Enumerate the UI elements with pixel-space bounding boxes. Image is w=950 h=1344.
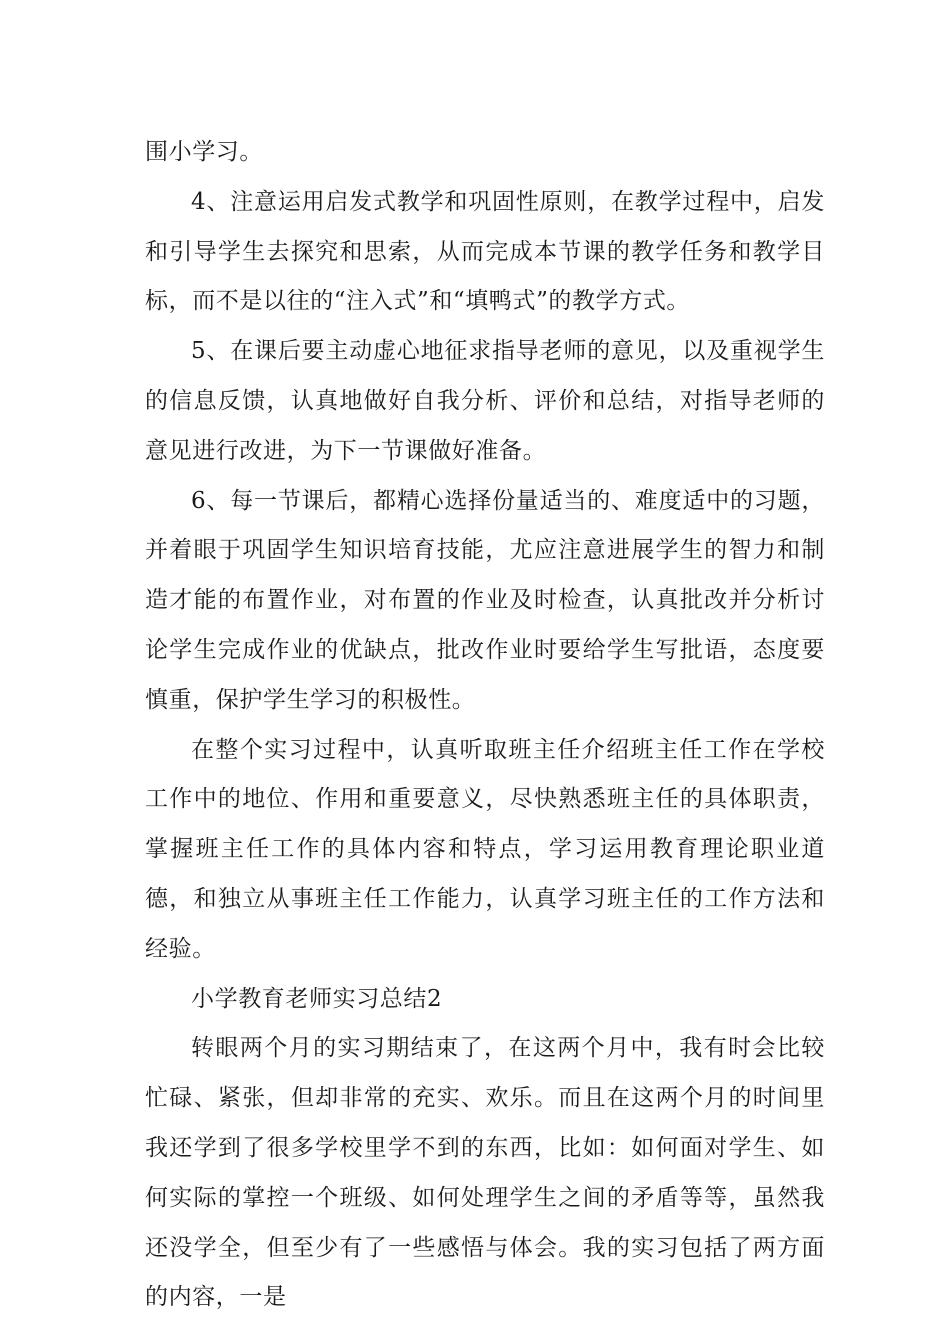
paragraph-item-4: 4、注意运用启发式教学和巩固性原则，在教学过程中，启发和引导学生去探究和思索，从而完成本节课的教学任务和教学目标，而不是以往的“注入式”和“填鸭式”的教学方式。 bbox=[145, 188, 825, 315]
paragraph-summary-intro: 转眼两个月的实习期结束了，在这两个月中，我有时会比较忙碌、紧张，但却非常的充实、欢乐。而且在这两个月的时间里我还学到了很多学校里学不到的东西，比如：如何面对学生、如何实际的掌控一个班级、如何处理学生之间的矛盾等等，虽然我还没学全，但至少有了一些感悟与体会。我的实习包括了两方面的内容，一是 bbox=[145, 1035, 825, 1311]
paragraph-class-teacher: 在整个实习过程中，认真听取班主任介绍班主任工作在学校工作中的地位、作用和重要意义，尽快熟悉班主任的具体职责，掌握班主任工作的具体内容和特点，学习运用教育理论职业道德，和独立从事班主任工作能力，认真学习班主任的工作方法和经验。 bbox=[145, 736, 825, 962]
paragraph-continuation: 围小学习。 bbox=[145, 139, 263, 165]
document-body bbox=[145, 128, 825, 1323]
section-heading: 小学教育老师实习总结2 bbox=[191, 985, 443, 1012]
paragraph-item-6: 6、每一节课后，都精心选择份量适当的、难度适中的习题，并着眼于巩固学生知识培育技能，尤应注意进展学生的智力和制造才能的布置作业，对布置的作业及时检查，认真批改并分析讨论学生完成作业的优缺点，批改作业时要给学生写批语，态度要慎重，保护学生学习的积极性。 bbox=[145, 487, 825, 713]
paragraph-item-5: 5、在课后要主动虚心地征求指导老师的意见，以及重视学生的信息反馈，认真地做好自我分析、评价和总结，对指导老师的意见进行改进，为下一节课做好准备。 bbox=[145, 338, 825, 464]
